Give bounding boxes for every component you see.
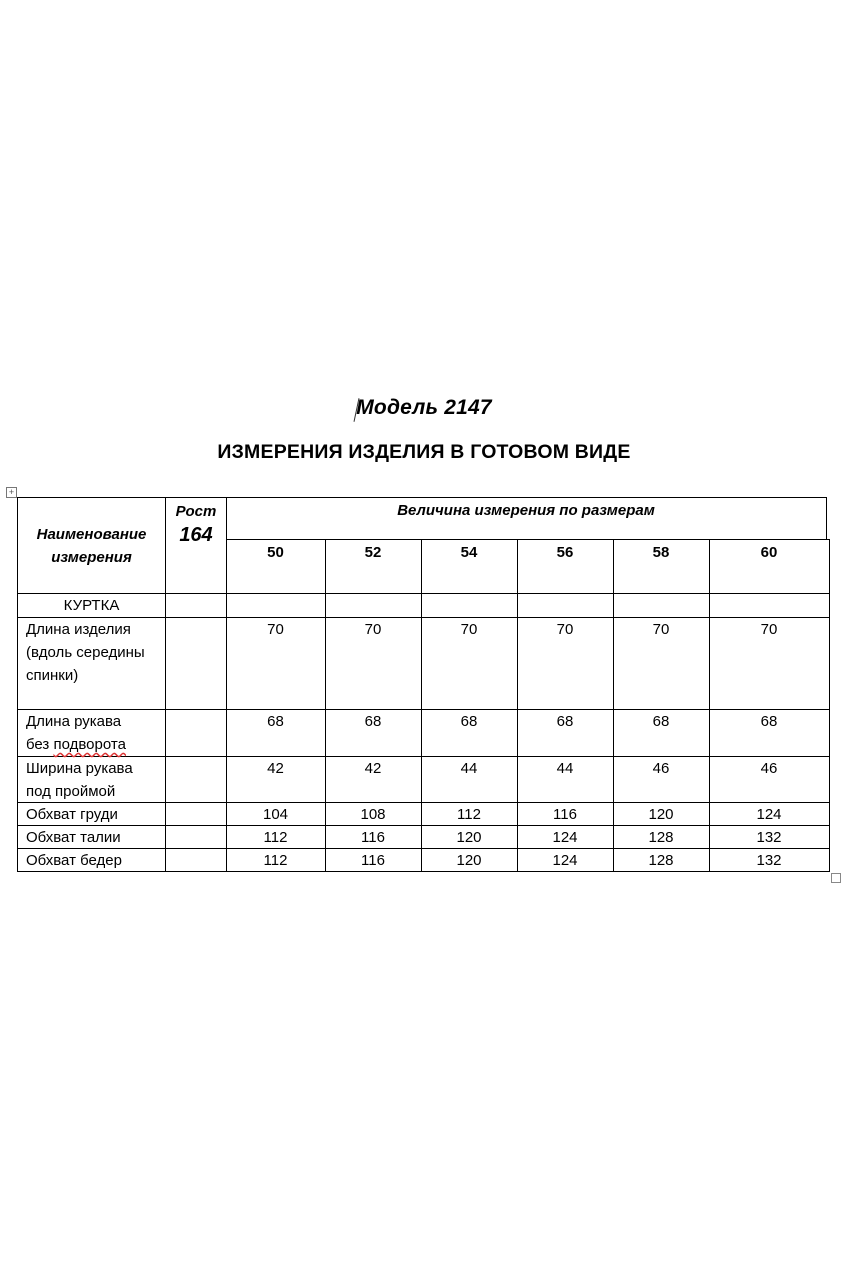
name-column-header: Наименование измерения (36, 526, 147, 566)
value-cell: 124 (756, 806, 782, 823)
page-subtitle: ИЗМЕРЕНИЯ ИЗДЕЛИЯ В ГОТОВОМ ВИДЕ (217, 441, 631, 463)
value-cell: 44 (556, 760, 574, 777)
value-cell: 46 (760, 760, 778, 777)
value-cell: 128 (648, 829, 674, 846)
row-name-line: Длина рукава (26, 713, 122, 730)
table-resize-handle-icon[interactable] (831, 873, 841, 883)
value-cell: 128 (648, 852, 674, 869)
model-title: Модель 2147 (356, 396, 492, 419)
value-cell: 120 (456, 829, 482, 846)
value-cell: 68 (652, 713, 670, 730)
value-cell: 112 (263, 852, 288, 869)
value-cell: 112 (263, 829, 288, 846)
value-cell: 124 (552, 829, 578, 846)
value-cell: 68 (760, 713, 778, 730)
value-cell: 44 (460, 760, 478, 777)
spellcheck-word: подворота (53, 736, 126, 753)
value-cell: 116 (361, 829, 385, 846)
value-cell: 120 (456, 852, 482, 869)
value-cell: 104 (262, 806, 289, 823)
value-cell: 124 (552, 852, 578, 869)
value-cell: 70 (364, 621, 382, 638)
size-header-60: 60 (760, 544, 778, 561)
row-name-line: без (26, 736, 54, 753)
value-cell: 108 (360, 806, 386, 823)
size-header-56: 56 (556, 544, 574, 561)
value-cell: 120 (648, 806, 674, 823)
value-cell: 68 (364, 713, 382, 730)
value-cell: 68 (556, 713, 574, 730)
size-header-58: 58 (652, 544, 670, 561)
value-cell: 132 (756, 852, 782, 869)
row-name: Обхват талии (26, 829, 121, 846)
value-cell: 42 (267, 760, 284, 777)
value-cell: 132 (756, 829, 782, 846)
value-cell: 70 (652, 621, 670, 638)
row-name: Длина изделия (вдоль середины спинки) (26, 621, 145, 684)
section-label: КУРТКА (63, 597, 120, 614)
row-name: Ширина рукава под проймой (26, 760, 133, 800)
row-name (26, 710, 161, 756)
row-name: Обхват груди (26, 806, 118, 823)
value-cell: 112 (457, 806, 481, 823)
size-header-52: 52 (364, 544, 382, 561)
value-cell: 70 (556, 621, 574, 638)
row-name: Обхват бедер (26, 852, 122, 869)
value-cell: 70 (460, 621, 478, 638)
value-cell: 116 (361, 852, 385, 869)
height-value: 164 (179, 524, 213, 546)
height-label: Рост (175, 503, 217, 520)
value-cell: 70 (760, 621, 778, 638)
value-cell: 42 (364, 760, 382, 777)
value-cell: 46 (652, 760, 670, 777)
value-cell: 68 (267, 713, 284, 730)
sizes-header: Величина измерения по размерам (397, 502, 655, 519)
table-move-handle-icon[interactable]: + (6, 487, 17, 498)
value-cell: 68 (460, 713, 478, 730)
size-header-50: 50 (267, 544, 284, 561)
value-cell: 70 (267, 621, 284, 638)
value-cell: 116 (553, 806, 577, 823)
size-header-54: 54 (460, 544, 478, 561)
